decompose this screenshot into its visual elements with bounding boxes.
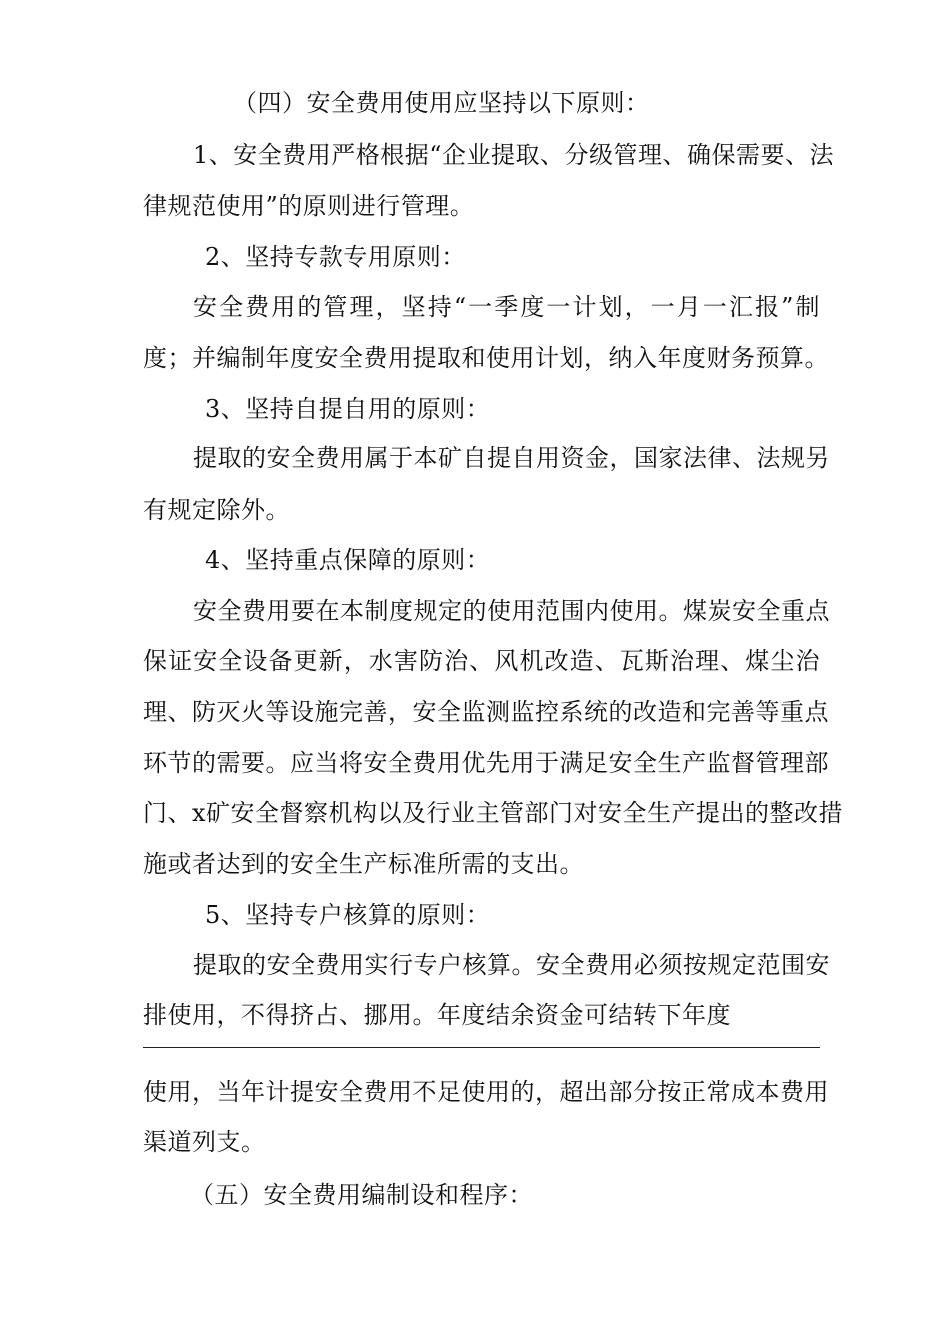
continued-text-line-2: 渠道列支。: [143, 1128, 266, 1156]
principle-3-text-line-2: 有规定除外。: [143, 496, 290, 524]
principle-3-text-line-1: 提取的安全费用属于本矿自提自用资金，国家法律、法规另: [193, 444, 830, 472]
page-divider: [143, 1047, 820, 1048]
section-heading-4: （四）安全费用使用应坚持以下原则：: [233, 89, 650, 117]
principle-4-text-line-2: 保证安全设备更新，水害防治、风机改造、瓦斯治理、煤尘治: [143, 647, 820, 675]
continued-text-line-1: 使用，当年计提安全费用不足使用的，超出部分按正常成本费用: [143, 1078, 829, 1106]
principle-2-text-line-1: 安全费用的管理，坚持“一季度一计划，一月一汇报”制: [193, 293, 820, 321]
principle-1-line-2: 律规范使用”的原则进行管理。: [143, 192, 475, 220]
principle-1-line-1: 1、安全费用严格根据“企业提取、分级管理、确保需要、法: [193, 141, 835, 169]
principle-4-heading: 4、坚持重点保障的原则：: [205, 546, 491, 574]
principle-5-text-line-2: 排使用，不得挤占、挪用。年度结余资金可结转下年度: [143, 1001, 731, 1029]
principle-4-text-line-3: 理、防灭火等设施完善，安全监测监控系统的改造和完善等重点: [143, 698, 829, 726]
principle-5-heading: 5、坚持专户核算的原则：: [205, 901, 491, 929]
principle-2-text-line-2: 度；并编制年度安全费用提取和使用计划，纳入年度财务预算。: [143, 344, 829, 372]
section-heading-5: （五）安全费用编制设和程序：: [190, 1181, 533, 1209]
principle-3-heading: 3、坚持自提自用的原则：: [205, 395, 491, 423]
principle-4-text-line-1: 安全费用要在本制度规定的使用范围内使用。煤炭安全重点: [193, 597, 830, 625]
principle-4-text-line-5: 门、x矿安全督察机构以及行业主管部门对安全生产提出的整改措: [143, 799, 844, 827]
principle-4-text-line-6: 施或者达到的安全生产标准所需的支出。: [143, 850, 584, 878]
principle-4-text-line-4: 环节的需要。应当将安全费用优先用于满足安全生产监督管理部: [143, 749, 829, 777]
principle-2-heading: 2、坚持专款专用原则：: [205, 243, 466, 271]
principle-5-text-line-1: 提取的安全费用实行专户核算。安全费用必须按规定范围安: [193, 951, 830, 979]
